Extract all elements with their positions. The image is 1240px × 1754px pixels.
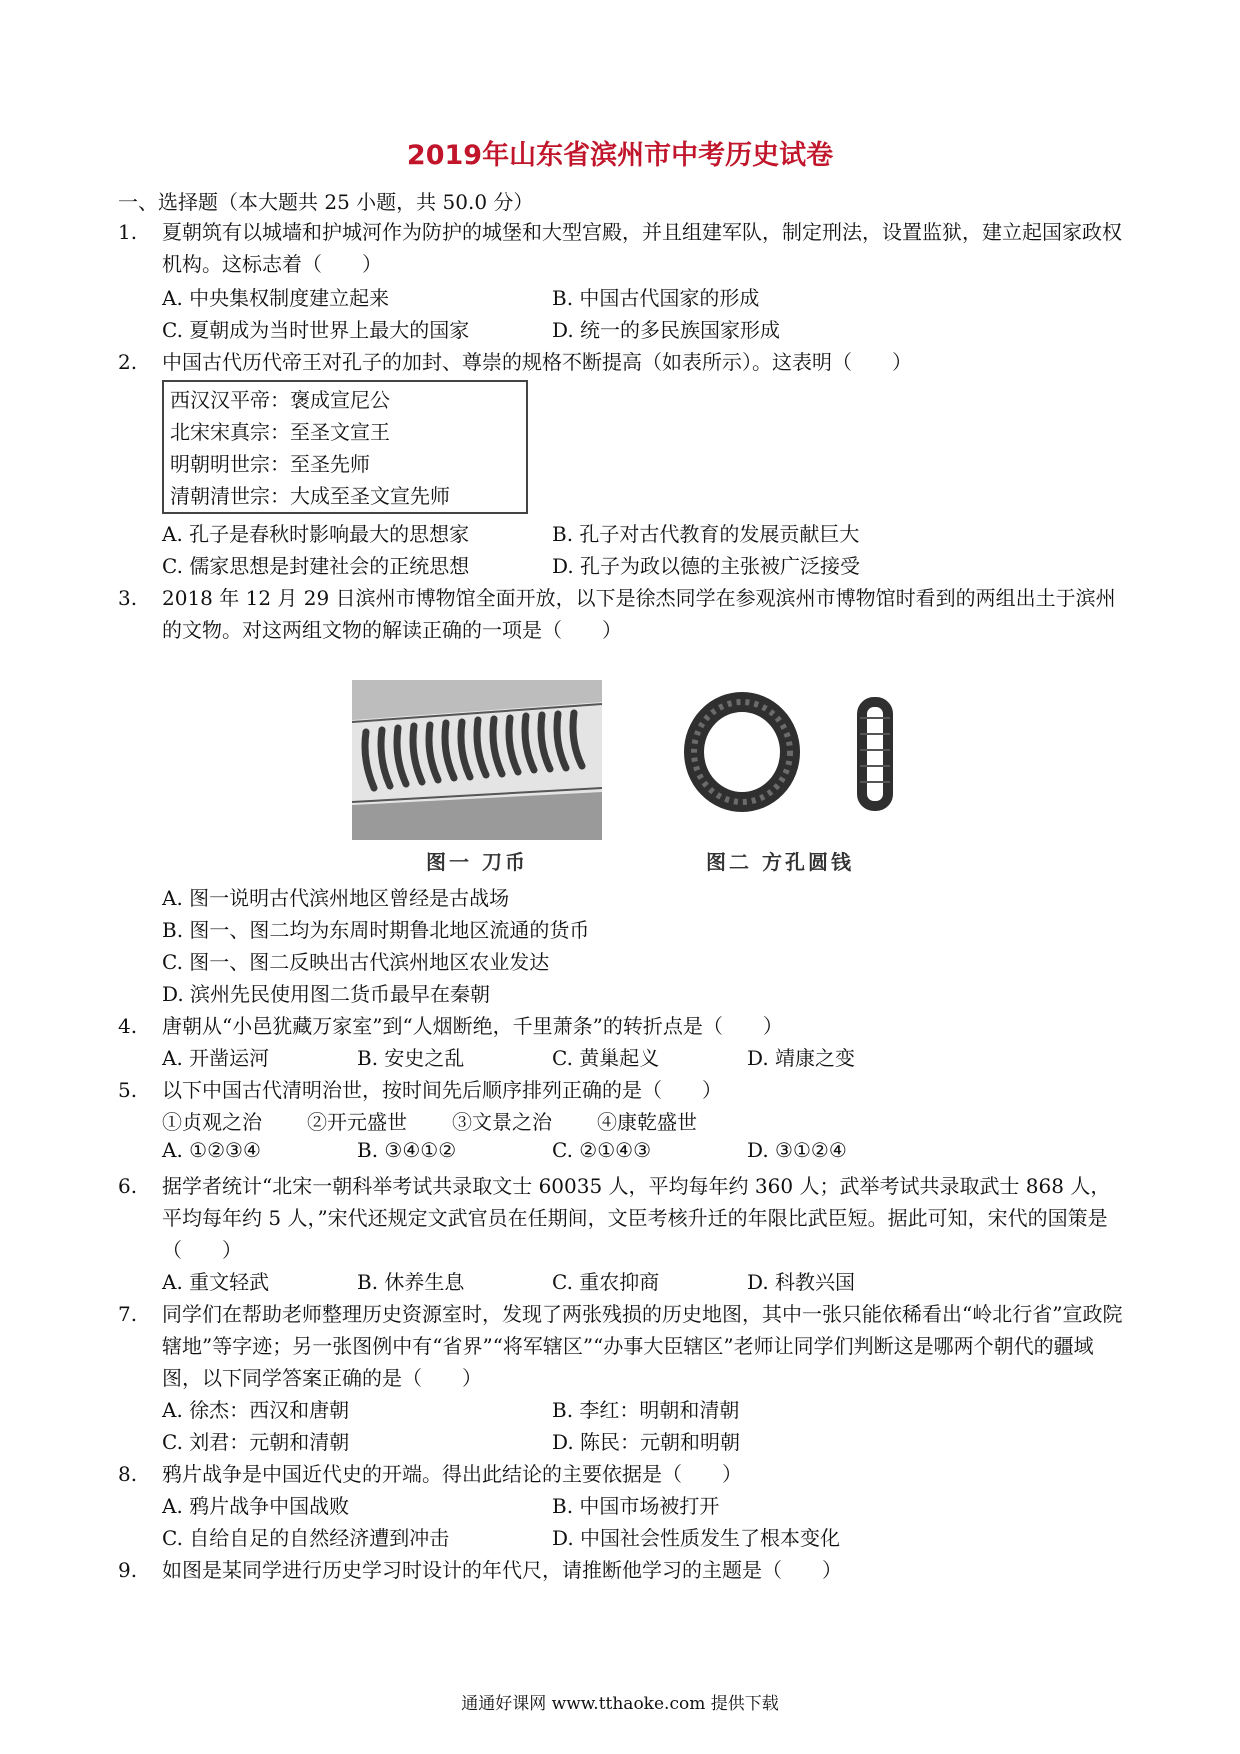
- question-6: [118, 1170, 1128, 1266]
- option-b: B. 李红：明朝和清朝: [552, 1398, 740, 1422]
- option-a: A. 孔子是春秋时影响最大的思想家: [162, 522, 470, 546]
- option-b: B. 安史之乱: [357, 1046, 465, 1070]
- question-number: 8.: [118, 1462, 138, 1486]
- option-a: A. 中央集权制度建立起来: [162, 286, 390, 310]
- option-a: A. 重文轻武: [162, 1270, 270, 1294]
- options-row: [162, 1266, 1122, 1298]
- options-row: [162, 1138, 1122, 1170]
- question-stem: 据学者统计“北宋一朝科举考试共录取文士 60035 人，平均每年约 360 人；武举考试共录取武士 868 人，平均每年约 5 人，”宋代还规定文武官员在任期间，文臣考核升迁的年限比武臣短。据此可知，宋代的国策是（ ）: [162, 1174, 1111, 1262]
- option-c: C. 重农抑商: [552, 1270, 660, 1294]
- statement-item: ②开元盛世: [307, 1110, 407, 1134]
- question-stem: 如图是某同学进行历史学习时设计的年代尺，请推断他学习的主题是（ ）: [162, 1558, 842, 1582]
- option-a: A. 鸦片战争中国战败: [162, 1494, 350, 1518]
- question-number: 2.: [118, 350, 138, 374]
- statement-item: ①贞观之治: [162, 1110, 262, 1134]
- options-row: [162, 914, 1122, 946]
- options-row: [162, 946, 1122, 978]
- question-number: 1.: [118, 220, 138, 244]
- options-row: [162, 1042, 1122, 1074]
- section-heading: 一、选择题（本大题共 25 小题，共 50.0 分）: [118, 190, 534, 214]
- option-b: B. 休养生息: [357, 1270, 465, 1294]
- option-c: C. 黄巢起义: [552, 1046, 660, 1070]
- table-row: 西汉汉平帝：褒成宣尼公: [170, 388, 390, 412]
- question-8: [118, 1458, 1128, 1490]
- options-row: [162, 882, 1122, 914]
- question-2: [118, 346, 1128, 378]
- question-number: 9.: [118, 1558, 138, 1582]
- options-row: [162, 314, 1122, 346]
- question-stem: 唐朝从“小邑犹藏万家室”到“人烟断绝，千里萧条”的转折点是（ ）: [162, 1014, 783, 1038]
- option-b: B. ③④①②: [357, 1138, 457, 1162]
- question-5: [118, 1074, 1128, 1106]
- question-number: 7.: [118, 1302, 138, 1326]
- option-d: D. 统一的多民族国家形成: [552, 318, 781, 342]
- question-stem: 2018 年 12 月 29 日滨州市博物馆全面开放，以下是徐杰同学在参观滨州市博物馆时看到的两组出土于滨州的文物。对这两组文物的解读正确的一项是（ ）: [162, 586, 1116, 642]
- options-row: [162, 978, 1122, 1010]
- option-c: C. 刘君：元朝和清朝: [162, 1430, 350, 1454]
- option-d: D. ③①②④: [747, 1138, 847, 1162]
- page-title: 2019年山东省滨州市中考历史试卷: [406, 140, 834, 171]
- statement-row: [162, 1106, 1122, 1138]
- option-c: C. ②①④③: [552, 1138, 652, 1162]
- option-c: C. 自给自足的自然经济遭到冲击: [162, 1526, 450, 1550]
- option-c: C. 儒家思想是封建社会的正统思想: [162, 554, 470, 578]
- figure-2-caption: 图二 方孔圆钱: [706, 850, 854, 874]
- table-row: 北宋宋真宗：至圣文宣王: [170, 420, 390, 444]
- question-stem: 同学们在帮助老师整理历史资源室时，发现了两张残损的历史地图，其中一张只能依稀看出“岭北行省”宣政院辖地”等字迹；另一张图例中有“省界”“将军辖区”“办事大臣辖区”老师让同学们判断这是哪两个朝代的疆域图，以下同学答案正确的是（ ）: [162, 1302, 1123, 1390]
- option-c: C. 图一、图二反映出古代滨州地区农业发达: [162, 950, 550, 974]
- table-row: 清朝清世宗：大成至圣文宣先师: [170, 484, 450, 508]
- option-d: D. 中国社会性质发生了根本变化: [552, 1526, 841, 1550]
- options-row: [162, 550, 1122, 582]
- option-d: D. 滨州先民使用图二货币最早在秦朝: [162, 982, 491, 1006]
- statement-item: ③文景之治: [452, 1110, 552, 1134]
- options-row: [162, 1394, 1122, 1426]
- question-4: [118, 1010, 1128, 1042]
- question-number: 5.: [118, 1078, 138, 1102]
- options-row: [162, 1490, 1122, 1522]
- question-number: 4.: [118, 1014, 138, 1038]
- option-d: D. 靖康之变: [747, 1046, 856, 1070]
- option-c: C. 夏朝成为当时世界上最大的国家: [162, 318, 470, 342]
- question-stem: 夏朝筑有以城墙和护城河作为防护的城堡和大型宫殿，并且组建军队，制定刑法，设置监狱，建立起国家政权机构。这标志着（ ）: [162, 220, 1122, 276]
- question-1: [118, 216, 1128, 280]
- option-b: B. 中国市场被打开: [552, 1494, 720, 1518]
- question-stem: 鸦片战争是中国近代史的开端。得出此结论的主要依据是（ ）: [162, 1462, 742, 1486]
- page-footer: 通通好课网 www.tthaoke.com 提供下载: [461, 1694, 779, 1714]
- option-d: D. 陈民：元朝和明朝: [552, 1430, 741, 1454]
- option-d: D. 孔子为政以德的主张被广泛接受: [552, 554, 861, 578]
- square-hole-coin-figure: [680, 680, 920, 820]
- option-d: D. 科教兴国: [747, 1270, 856, 1294]
- question-number: 3.: [118, 586, 138, 610]
- options-row: [162, 1426, 1122, 1458]
- option-a: A. 徐杰：西汉和唐朝: [162, 1398, 350, 1422]
- options-row: [162, 518, 1122, 550]
- statement-item: ④康乾盛世: [597, 1110, 697, 1134]
- question-3: [118, 582, 1128, 646]
- option-b: B. 图一、图二均为东周时期鲁北地区流通的货币: [162, 918, 590, 942]
- option-a: A. 图一说明古代滨州地区曾经是古战场: [162, 886, 510, 910]
- question-stem: 以下中国古代清明治世，按时间先后顺序排列正确的是（ ）: [162, 1078, 722, 1102]
- question-7: [118, 1298, 1128, 1394]
- confucius-titles-table: [162, 380, 528, 514]
- options-row: [162, 1522, 1122, 1554]
- option-b: B. 中国古代国家的形成: [552, 286, 760, 310]
- option-b: B. 孔子对古代教育的发展贡献巨大: [552, 522, 860, 546]
- figure-1-caption: 图一 刀币: [426, 850, 528, 874]
- option-a: A. ①②③④: [162, 1138, 261, 1162]
- table-row: 明朝明世宗：至圣先师: [170, 452, 370, 476]
- option-a: A. 开凿运河: [162, 1046, 270, 1070]
- question-stem: 中国古代历代帝王对孔子的加封、尊崇的规格不断提高（如表所示）。这表明（ ）: [162, 350, 912, 374]
- options-row: [162, 282, 1122, 314]
- question-9: [118, 1554, 1128, 1586]
- knife-coin-figure: [352, 680, 602, 840]
- question-number: 6.: [118, 1174, 138, 1198]
